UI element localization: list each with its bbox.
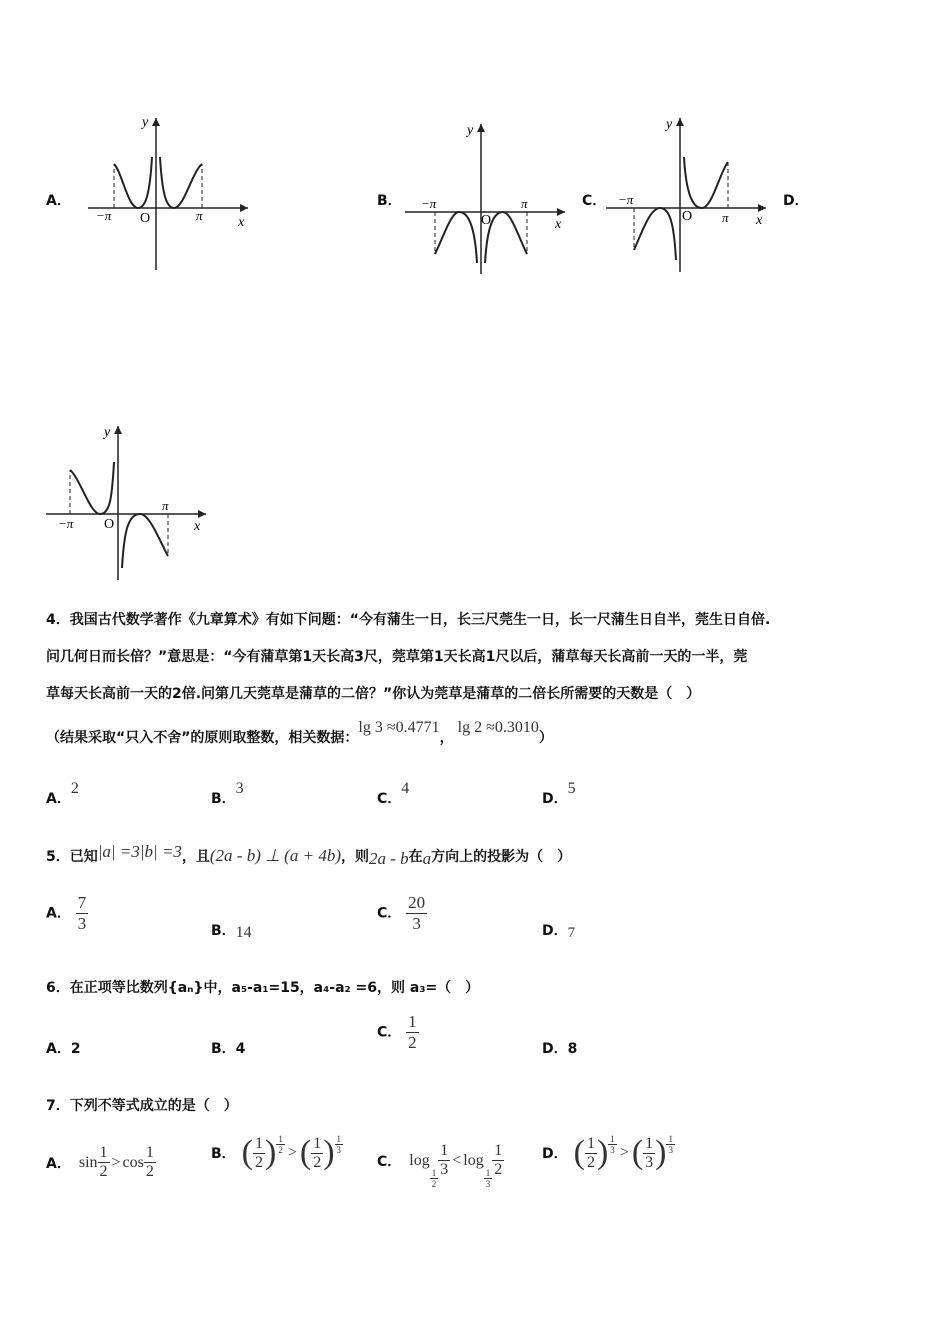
q6-option-c[interactable] [377, 1012, 419, 1053]
q7-option-d-label: D． [542, 1146, 568, 1162]
q5-a-num: 7 [77, 893, 87, 912]
q7-c-arg2 [492, 1142, 504, 1179]
q6-option-c-label: C． [377, 1024, 402, 1041]
q4-option-b[interactable] [211, 780, 244, 808]
q7-c-arg2-num: 1 [494, 1142, 503, 1159]
q7-stem: 7．下列不等式成立的是（ ） [46, 1098, 238, 1114]
q7-d-base1-num: 1 [586, 1134, 595, 1152]
q7-option-b[interactable] [211, 1134, 343, 1172]
graph-b-pi: π [521, 196, 528, 211]
q7-d-rparen1: ) [596, 1134, 609, 1171]
q3-graph-c [606, 112, 776, 277]
q5-option-d[interactable] [542, 920, 575, 940]
q7-b-base1-den: 2 [255, 1153, 263, 1171]
q7-c-base1-den: 2 [431, 1179, 437, 1189]
q7-b-exp2-num: 1 [336, 1134, 342, 1144]
q4-option-d-label: D． [542, 791, 568, 807]
q5-option-c[interactable] [377, 893, 427, 934]
q7-c-rel: < [452, 1151, 462, 1169]
q7-d-exp2 [666, 1134, 675, 1155]
q5-mid1: ，且 [181, 849, 210, 865]
graph-b-x-label: x [555, 217, 562, 232]
q7-a-frac1-den: 2 [99, 1163, 108, 1180]
q7-a-frac1 [98, 1144, 110, 1181]
graph-b-origin: O [481, 213, 492, 228]
q5-condition: |a| =3|b| =3 [97, 842, 182, 861]
q7-c-log2: log [463, 1151, 484, 1169]
q7-c-arg2-den: 2 [494, 1161, 503, 1178]
q7-c-arg1 [438, 1142, 450, 1179]
q5-c-den: 3 [412, 914, 421, 933]
q7-d-base1 [585, 1135, 597, 1172]
graph-c-origin: O [682, 209, 693, 224]
q7-b-rparen2: ) [323, 1134, 335, 1171]
q6-option-b[interactable]: B．4 [211, 1041, 246, 1057]
q3-option-d-label: D． [783, 193, 809, 209]
graph-d-origin: O [104, 517, 115, 532]
graph-b-y-label: y [467, 123, 474, 138]
q5-option-d-value: 7 [567, 925, 576, 941]
q7-b-lparen2: ( [299, 1134, 312, 1171]
q7-c-base2-den: 3 [485, 1179, 491, 1189]
q7-a-frac2 [144, 1144, 156, 1181]
q7-option-a-label: A． [46, 1155, 71, 1172]
q4-lg2: lg 2 ≈0.3010 [457, 719, 539, 736]
q7-b-base2-num: 1 [313, 1134, 322, 1152]
q7-d-exp2-num: 1 [668, 1134, 673, 1144]
q7-d-base2-den: 3 [645, 1153, 654, 1171]
graph-a-y-label: y [142, 115, 149, 130]
graph-a-x-label: x [238, 215, 245, 230]
q6-option-c-fraction [406, 1012, 419, 1053]
q7-option-c[interactable] [377, 1142, 504, 1189]
q7-d-rel: > [619, 1144, 629, 1161]
q5-prefix: 5．已知 [46, 849, 98, 865]
q7-b-rel: > [287, 1144, 297, 1161]
q7-d-lparen1: ( [573, 1134, 585, 1171]
q7-b-base1 [253, 1135, 265, 1172]
q7-c-base2-num: 1 [485, 1168, 491, 1178]
q4-option-d[interactable] [542, 780, 576, 808]
q7-a-cos: cos [122, 1153, 144, 1171]
q7-a-rel: > [111, 1153, 121, 1171]
q7-b-exp1 [276, 1134, 285, 1155]
q5-a-den: 3 [77, 914, 87, 933]
q4-option-a-label: A． [46, 791, 71, 807]
q4-option-c-value: 4 [401, 780, 410, 797]
q5-vector-a: a [422, 849, 432, 868]
q7-b-exp1-num: 1 [278, 1134, 283, 1144]
q7-c-arg1-den: 3 [440, 1161, 449, 1178]
q3-graph-a [88, 112, 258, 274]
q3-option-b-label: B． [377, 193, 402, 209]
q4-option-a[interactable] [46, 780, 79, 808]
q7-b-exp2 [335, 1134, 344, 1155]
q3-graph-b [405, 118, 570, 278]
q7-d-exp1 [608, 1134, 617, 1155]
q7-a-sin: sin [78, 1153, 98, 1171]
q4-sep: ， [439, 730, 454, 746]
q7-b-base2-den: 2 [313, 1153, 322, 1171]
q5-mid3: 在 [408, 849, 423, 865]
q3-option-a-label: A． [46, 193, 71, 209]
q7-b-lparen1: ( [241, 1134, 253, 1171]
q5-option-b[interactable] [211, 920, 252, 940]
q7-b-rparen1: ) [265, 1134, 277, 1171]
q4-line-2: 问几何日而长倍？”意思是：“今有蒲草第1天长高3尺，莞草第1天长高1尺以后，蒲草每天长高前一天的一半，莞 [46, 649, 748, 665]
q7-d-exp1-den: 3 [610, 1145, 615, 1155]
q6-c-num: 1 [408, 1012, 417, 1031]
q3-option-c-label: C． [582, 193, 607, 209]
q4-lg3: lg 3 ≈0.4771 [358, 719, 440, 736]
q7-d-exp2-den: 3 [668, 1145, 673, 1155]
q6-c-den: 2 [408, 1033, 417, 1052]
q7-c-base2 [484, 1168, 493, 1189]
q4-option-a-value: 2 [70, 780, 79, 797]
q5-option-c-fraction [406, 893, 427, 934]
q7-b-exp1-den: 2 [278, 1145, 283, 1155]
graph-b-neg-pi: −π [421, 196, 437, 211]
graph-a-pi: π [196, 208, 203, 223]
q6-option-d[interactable]: D．8 [542, 1041, 578, 1057]
q4-option-b-value: 3 [235, 780, 244, 797]
q4-option-c-label: C． [377, 791, 402, 807]
graph-a-neg-pi: −π [96, 208, 112, 223]
q6-option-a[interactable]: A．2 [46, 1041, 81, 1057]
q7-option-b-label: B． [211, 1146, 236, 1162]
q5-suffix: 方向上的投影为（ ） [431, 849, 572, 865]
q4-note-suffix: ） [538, 730, 553, 746]
q7-c-arg1-num: 1 [440, 1142, 449, 1159]
q4-line-1: 4．我国古代数学著作《九章算术》有如下问题：“今有蒲生一日，长三尺莞生一日，长一尺蒲生日自半，莞生日自倍. [46, 612, 771, 628]
q4-option-c[interactable] [377, 780, 410, 808]
q7-d-base1-den: 2 [586, 1153, 595, 1171]
graph-c-neg-pi: −π [618, 192, 634, 207]
q5-option-a-label: A． [46, 905, 71, 922]
q7-b-exp2-den: 3 [336, 1145, 342, 1155]
q6-stem: 6．在正项等比数列{aₙ}中，a₅-a₁=15，a₄-a₂ =6，则 a₃=（ ） [46, 980, 480, 996]
q5-option-b-value: 14 [235, 924, 252, 941]
q4-note [46, 719, 553, 748]
graph-d-pi: π [162, 498, 169, 513]
q7-c-base1 [430, 1168, 439, 1189]
q5-option-c-label: C． [377, 905, 402, 922]
q5-option-b-label: B． [211, 923, 236, 939]
graph-c-x-label: x [756, 213, 763, 228]
q5-expression: 2a - b [368, 849, 409, 868]
q7-a-frac2-den: 2 [145, 1163, 154, 1180]
q7-c-base1-num: 1 [431, 1168, 437, 1178]
q5-option-a-fraction [76, 893, 89, 934]
graph-d-x-label: x [194, 519, 201, 534]
q7-a-frac1-num: 1 [99, 1144, 108, 1161]
q5-mid2: ，则 [340, 849, 369, 865]
graph-c-pi: π [722, 210, 729, 225]
graph-d-y-label: y [104, 425, 111, 440]
q7-b-base1-num: 1 [255, 1134, 263, 1152]
q7-a-frac2-num: 1 [145, 1144, 154, 1161]
q4-note-prefix: （结果采取“只入不舍”的原则取整数，相关数据： [46, 730, 359, 746]
q7-d-base2 [643, 1135, 655, 1172]
q3-graph-d [46, 422, 216, 584]
graph-a-origin: O [140, 211, 151, 226]
q7-d-rparen2: ) [655, 1134, 667, 1171]
q7-d-lparen2: ( [631, 1134, 644, 1171]
q7-d-base2-num: 1 [645, 1134, 654, 1152]
q5-option-a[interactable] [46, 893, 88, 934]
q7-option-c-label: C． [377, 1153, 402, 1170]
graph-d-neg-pi: −π [58, 516, 74, 531]
graph-c-y-label: y [666, 117, 673, 132]
q7-option-a[interactable] [46, 1144, 156, 1181]
q7-c-log1: log [409, 1151, 430, 1169]
q4-option-b-label: B． [211, 791, 236, 807]
q7-d-exp1-num: 1 [610, 1134, 615, 1144]
q7-b-base2 [311, 1135, 323, 1172]
q5-stem [46, 842, 572, 868]
q7-option-d[interactable] [542, 1134, 675, 1172]
q5-perpendicular: (2a - b) ⊥ (a + 4b) [209, 846, 341, 865]
q4-line-3: 草每天长高前一天的2倍.问第几天莞草是蒲草的二倍？”你认为莞草是蒲草的二倍长所需要的天数是（ ） [46, 686, 701, 702]
q4-option-d-value: 5 [567, 780, 576, 797]
q5-option-d-label: D． [542, 923, 568, 939]
q5-c-num: 20 [408, 893, 426, 912]
